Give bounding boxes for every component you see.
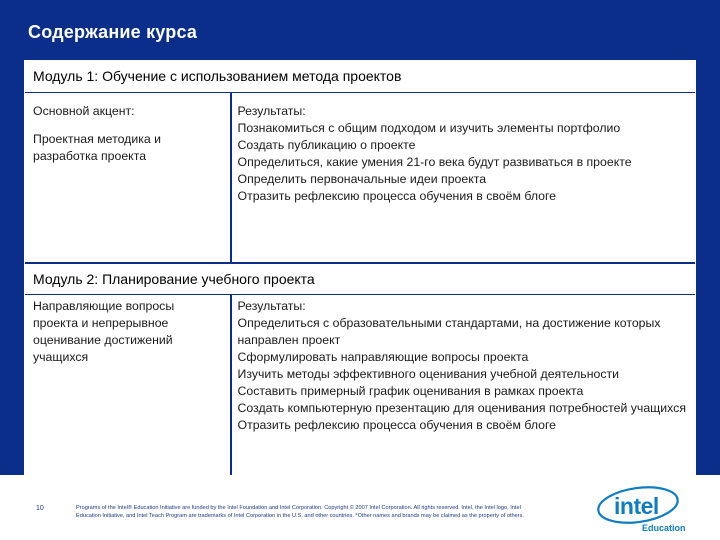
module2-title: Модуль 2: Планирование учебного проекта	[33, 270, 315, 287]
legal-notice: Programs of the Intel® Education Initiative are funded by the Intel Foundation and Intel Corporation. Copyright © 2007 Intel Corporation. All rights reserved. Intel, the Intel logo, Intel Education Initiative, and Intel Teach Program are trademarks of Intel Corporation in the U.S. and other countries. *Other names and brands may be claimed as the property of others.	[76, 505, 524, 519]
logo-text: intel	[614, 493, 659, 519]
module1-result-item: Познакомиться с общим подходом и изучить элементы портфолио	[237, 121, 621, 135]
module2-result-item: Составить примерный график оценивания в рамках проекта	[237, 383, 584, 398]
slide-title: Содержание курса	[28, 22, 198, 42]
module1-result-item: Определиться, какие умения 21-го века будут развиваться в проекте	[237, 155, 632, 169]
module2-focus-text: Направляющие вопросы проекта и непрерывное оценивание достижений учащихся	[33, 298, 175, 364]
module1-focus-heading: Основной акцент:	[33, 104, 135, 118]
module1-results-heading: Результаты:	[237, 104, 306, 118]
module1-header	[25, 61, 695, 93]
module2-result-item: Изучить методы эффективного оценивания учебной деятельности	[237, 366, 619, 381]
page-number: 10	[36, 505, 44, 512]
module2-result-item: Сформулировать направляющие вопросы проекта	[237, 349, 529, 364]
course-content-table	[24, 60, 696, 480]
module2-header	[25, 264, 695, 295]
module2-result-item: Отразить рефлексию процесса обучения в своём блоге	[237, 417, 557, 432]
module1-result-item: Определить первоначальные идеи проекта	[237, 172, 487, 186]
module2-results-heading: Результаты:	[237, 298, 306, 313]
module1-focus-text: Проектная методика и разработка проекта	[33, 132, 161, 163]
module2-result-item: Определиться с образовательными стандартами, на достижение которых направлен проект	[237, 315, 661, 347]
module1-results-cell	[232, 93, 695, 262]
module2-results-cell	[232, 295, 695, 479]
module1-title: Модуль 1: Обучение с использованием метода проектов	[33, 68, 402, 84]
module1-result-item: Создать публикацию о проекте	[237, 138, 416, 152]
footer	[0, 475, 720, 540]
intel-education-logo	[594, 483, 694, 535]
module1-result-item: Отразить рефлексию процесса обучения в своём блоге	[237, 189, 557, 203]
logo-subtext: Education	[642, 523, 686, 533]
module2-result-item: Создать компьютерную презентацию для оценивания потребностей учащихся	[237, 400, 686, 415]
module2-focus-cell	[25, 295, 230, 479]
module1-focus-cell	[25, 93, 230, 262]
